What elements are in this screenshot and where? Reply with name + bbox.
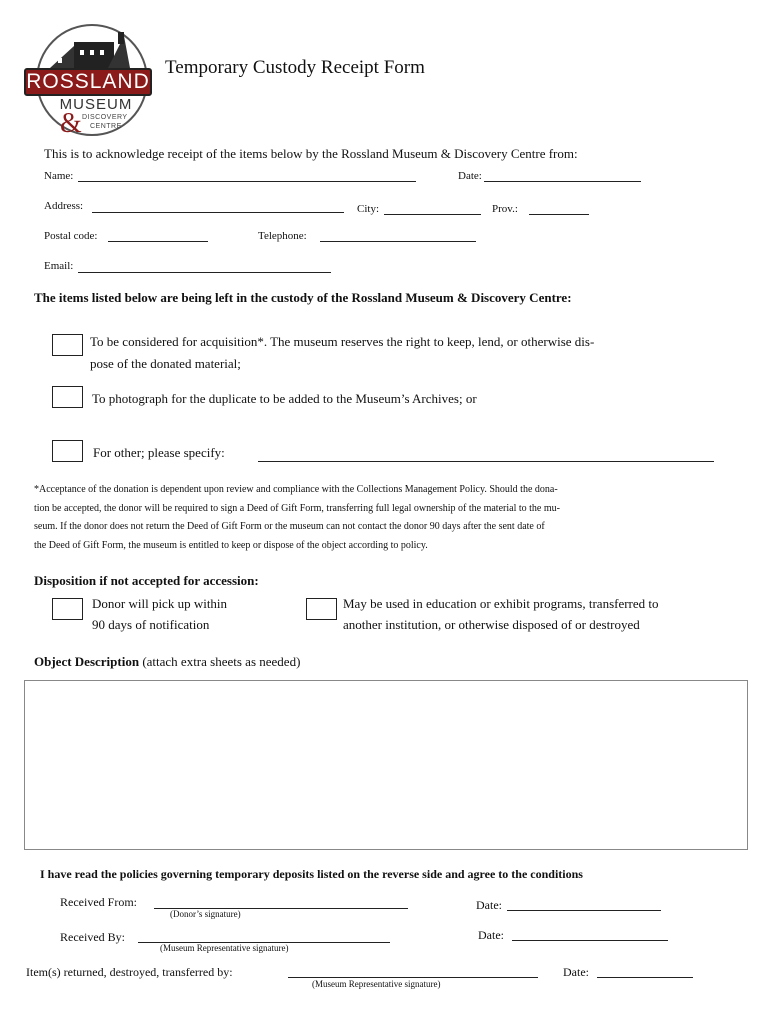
acquisition-text-line1: To be considered for acquisition*. The museum reserves the right to keep, lend, or otherwise dis- bbox=[90, 334, 595, 349]
agreement-text: I have read the policies governing temporary deposits listed on the reverse side and agree to the conditions bbox=[40, 867, 583, 881]
date-label-2: Date: bbox=[478, 928, 504, 942]
footnote-line: seum. If the donor does not return the Deed of Gift Form or the museum can not contact the donor 90 days after the sent date of bbox=[34, 521, 545, 532]
donor-pickup-checkbox[interactable] bbox=[52, 598, 83, 620]
object-description-heading bbox=[34, 654, 300, 670]
city-label: City: bbox=[357, 203, 380, 215]
postal-label: Postal code: bbox=[44, 230, 98, 242]
object-description-note: (attach extra sheets as needed) bbox=[142, 654, 301, 669]
name-label: Name: bbox=[44, 170, 74, 182]
footnote-line: tion be accepted, the donor will be required to sign a Deed of Gift Form, transferring full legal ownership of the material to the mu- bbox=[34, 502, 560, 514]
disposition-heading: Disposition if not accepted for accession: bbox=[34, 573, 259, 588]
prov-field[interactable] bbox=[529, 214, 589, 215]
date-field-3[interactable] bbox=[597, 977, 693, 978]
date-field[interactable] bbox=[484, 181, 641, 182]
returned-by-signature-field[interactable] bbox=[288, 977, 538, 978]
acquisition-text-line2: pose of the donated material; bbox=[90, 356, 241, 371]
other-text: For other; please specify: bbox=[93, 445, 225, 460]
acceptance-footnote bbox=[34, 481, 754, 555]
footnote-line: *Acceptance of the donation is dependent upon review and compliance with the Collections Management Policy. Should the dona- bbox=[34, 484, 558, 495]
logo-museum-text: MUSEUM bbox=[59, 96, 133, 113]
education-use-line2: another institution, or otherwise disposed of or destroyed bbox=[343, 617, 640, 632]
items-heading: The items listed below are being left in the custody of the Rossland Museum & Discovery Centre: bbox=[34, 290, 572, 305]
education-use-checkbox[interactable] bbox=[306, 598, 337, 620]
object-description-label: Object Description bbox=[34, 654, 140, 669]
items-returned-label: Item(s) returned, destroyed, transferred by: bbox=[26, 965, 233, 979]
name-field[interactable] bbox=[78, 181, 416, 182]
object-description-area[interactable] bbox=[24, 680, 748, 850]
received-by-label: Received By: bbox=[60, 930, 125, 944]
education-use-line1: May be used in education or exhibit programs, transferred to bbox=[343, 596, 659, 611]
city-field[interactable] bbox=[384, 214, 481, 215]
acquisition-checkbox[interactable] bbox=[52, 334, 83, 356]
mine-building-icon bbox=[44, 28, 140, 72]
logo-discovery-text: DISCOVERY bbox=[82, 114, 128, 121]
donor-pickup-line1: Donor will pick up within bbox=[92, 596, 228, 611]
email-label: Email: bbox=[44, 260, 74, 272]
logo-banner bbox=[24, 68, 152, 96]
date-label: Date: bbox=[458, 170, 482, 182]
intro-text: This is to acknowledge receipt of the items below by the Rossland Museum & Discovery Centre from: bbox=[44, 146, 578, 161]
page-title: Temporary Custody Receipt Form bbox=[165, 57, 425, 78]
address-field[interactable] bbox=[92, 212, 344, 213]
logo-rossland-text: ROSSLAND bbox=[26, 70, 150, 93]
telephone-field[interactable] bbox=[320, 241, 476, 242]
received-from-label: Received From: bbox=[60, 895, 137, 909]
photograph-checkbox[interactable] bbox=[52, 386, 83, 408]
returned-by-signature-caption: (Museum Representative signature) bbox=[312, 979, 441, 989]
postal-field[interactable] bbox=[108, 241, 208, 242]
museum-rep-signature-caption: (Museum Representative signature) bbox=[160, 943, 289, 953]
date-label-1: Date: bbox=[476, 898, 502, 912]
other-checkbox[interactable] bbox=[52, 440, 83, 462]
telephone-label: Telephone: bbox=[258, 230, 307, 242]
other-specify-field[interactable] bbox=[258, 461, 714, 462]
date-label-3: Date: bbox=[563, 965, 589, 979]
donor-pickup-line2: 90 days of notification bbox=[92, 617, 210, 632]
address-label: Address: bbox=[44, 200, 84, 212]
date-field-1[interactable] bbox=[507, 910, 661, 911]
email-field[interactable] bbox=[78, 272, 331, 273]
footnote-line: the Deed of Gift Form, the museum is entitled to keep or dispose of the object according to policy. bbox=[34, 539, 428, 551]
logo-centre-text: CENTRE bbox=[90, 123, 122, 130]
date-field-2[interactable] bbox=[512, 940, 668, 941]
photograph-text: To photograph for the duplicate to be added to the Museum’s Archives; or bbox=[92, 391, 477, 406]
logo-ampersand: & bbox=[60, 108, 82, 139]
prov-label: Prov.: bbox=[492, 203, 518, 215]
donor-signature-caption: (Donor’s signature) bbox=[170, 909, 241, 919]
